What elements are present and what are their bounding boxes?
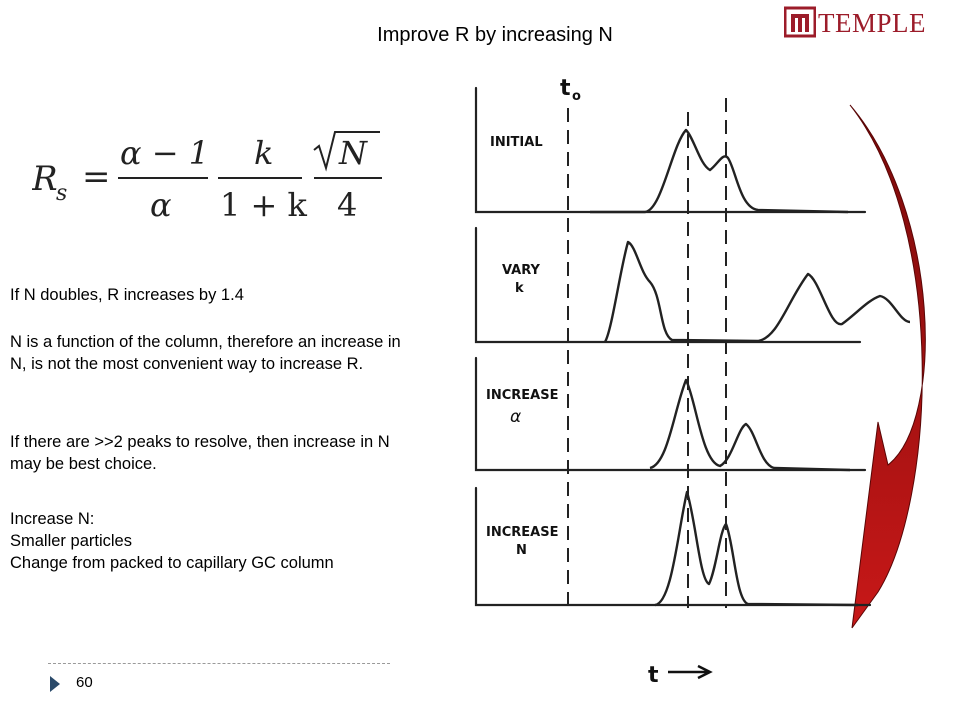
eq-sqrt-n: N <box>339 134 367 172</box>
panel-increase-n-frame <box>476 488 870 605</box>
increase-n-item-particles: Smaller particles <box>10 532 132 550</box>
page-number: 60 <box>76 674 93 691</box>
increase-n-heading: Increase N: <box>10 510 95 528</box>
panel-initial-label: INITIAL <box>490 135 543 150</box>
eq-lhs: R <box>32 159 58 199</box>
curved-arrow-icon <box>850 105 925 628</box>
temple-logo-icon <box>784 6 816 38</box>
increase-n-list <box>10 508 440 574</box>
trace-initial <box>590 130 848 212</box>
t0-label: t <box>560 76 571 101</box>
time-arrow-icon <box>668 666 710 678</box>
footer-bullet-icon <box>50 676 60 692</box>
eq-k-denominator: 1 + k <box>220 186 307 224</box>
panel-increase-alpha-frame <box>476 358 865 470</box>
resolution-equation <box>32 128 392 224</box>
slide-title: Improve R by increasing N <box>377 24 613 46</box>
panel-vary-k-label: VARY <box>502 263 540 278</box>
t0-subscript: o <box>572 89 581 104</box>
trace-increase-alpha <box>650 380 850 470</box>
panel-initial-frame <box>476 88 865 212</box>
paragraph-doubling: If N doubles, R increases by 1.4 <box>10 286 244 304</box>
eq-equals: = <box>82 157 111 197</box>
time-axis-label: t <box>648 663 659 688</box>
trace-increase-n <box>655 492 858 605</box>
panel-vary-k-frame <box>476 228 860 342</box>
panel-vary-k-sublabel: k <box>515 281 524 296</box>
temple-logo <box>784 6 944 42</box>
panel-increase-alpha-sublabel: α <box>510 407 522 427</box>
panel-increase-alpha-label: INCREASE <box>486 388 559 403</box>
paragraph-many-peaks: If there are >>2 peaks to resolve, then increase in N may be best choice. <box>10 433 390 473</box>
eq-lhs-subscript: s <box>56 181 68 206</box>
eq-alpha-denominator: α <box>150 186 172 224</box>
increase-n-item-capillary: Change from packed to capillary GC column <box>10 554 334 572</box>
panel-increase-n-label: INCREASE <box>486 525 559 540</box>
paragraph-column-function: N is a function of the column, therefore an increase in N, is not the most convenient way to increase R. <box>10 333 401 373</box>
temple-logo-text: TEMPLE <box>818 8 926 38</box>
panel-increase-n-sublabel: N <box>516 543 527 558</box>
eq-k-numerator: k <box>254 134 274 172</box>
chromatogram-diagram <box>440 60 960 720</box>
eq-four: 4 <box>337 186 358 224</box>
eq-alpha-numerator: α − 1 <box>120 134 210 172</box>
trace-vary-k <box>605 242 910 342</box>
footer-divider <box>48 663 390 664</box>
